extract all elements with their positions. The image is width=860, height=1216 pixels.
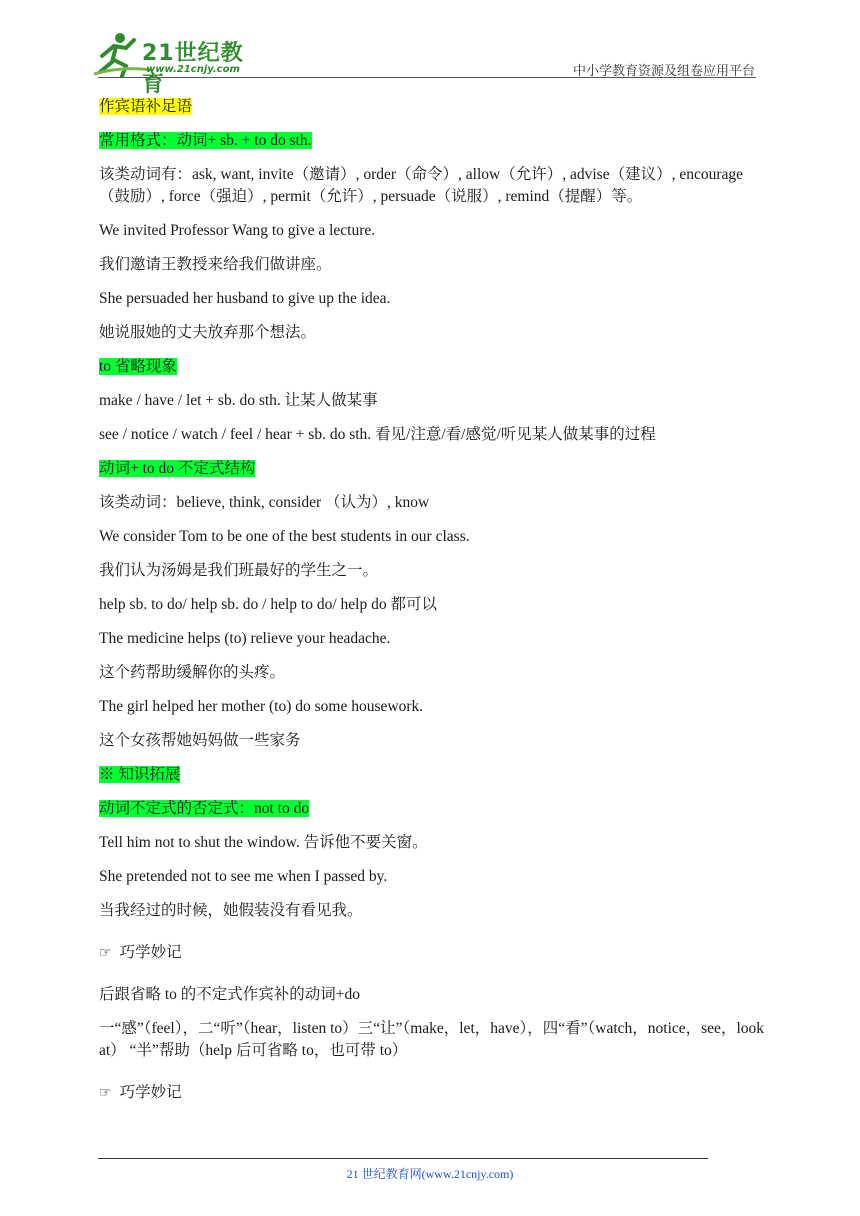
header-divider (98, 77, 756, 78)
memory-tip (99, 942, 764, 964)
extension-heading: ※ 知识拓展 (99, 766, 181, 783)
logo-text: 21世纪教育 (142, 41, 244, 97)
example-translation: 这个女孩帮她妈妈做一些家务 (99, 732, 301, 749)
example-translation: 当我经过的时候，她假装没有看见我。 (99, 902, 363, 919)
example-translation: 她说服她的丈夫放弃那个想法。 (99, 324, 317, 341)
logo-url: www.21cnjy.com (146, 64, 240, 75)
example-translation: 我们认为汤姆是我们班最好的学生之一。 (99, 562, 379, 579)
example-sentence: We invited Professor Wang to give a lecture. (99, 222, 376, 239)
page-header (0, 0, 860, 97)
site-logo[interactable] (92, 30, 262, 97)
rule-line: see / notice / watch / feel / hear + sb. do sth. 看见/注意/看/感觉/听见某人做某事的过程 (99, 426, 656, 443)
example-sentence: We consider Tom to be one of the best students in our class. (99, 528, 470, 545)
verb-list: 该类动词：believe, think, consider （认为）, know (99, 494, 430, 511)
example-sentence: Tell him not to shut the window. 告诉他不要关窗。 (99, 834, 428, 851)
pointing-hand-icon: ☞ (99, 945, 112, 961)
omission-heading: to 省略现象 (99, 358, 177, 375)
example-sentence: The medicine helps (to) relieve your headache. (99, 630, 391, 647)
section-heading: 作宾语补足语 (99, 98, 193, 115)
negative-heading: 动词不定式的否定式：not to do (99, 800, 310, 817)
document-body (99, 96, 764, 1104)
memory-tip (99, 1082, 764, 1104)
footer-link[interactable]: 21 世纪教育网(www.21cnjy.com) (346, 1167, 514, 1181)
tip-label: 巧学妙记 (119, 944, 182, 961)
rule-line: 后跟省略 to 的不定式作宾补的动词+do (99, 986, 361, 1003)
pointing-hand-icon: ☞ (99, 1085, 112, 1101)
example-translation: 我们邀请王教授来给我们做讲座。 (99, 256, 332, 273)
tip-label: 巧学妙记 (119, 1084, 182, 1101)
example-sentence: The girl helped her mother (to) do some housework. (99, 698, 424, 715)
example-translation: 这个药帮助缓解你的头疼。 (99, 664, 286, 681)
mnemonic-text: 一“感”（feel），二“听”（hear，listen to）三“让”（make，let，have），四“看”（watch，notice，see，look at） “半”帮助（help 后可省略 to，也可带 to） (99, 1020, 764, 1059)
example-sentence: She pretended not to see me when I passed by. (99, 868, 388, 885)
platform-title: 中小学教育资源及组卷应用平台 (572, 63, 755, 78)
format-heading: 常用格式：动词+ sb. + to do sth. (99, 132, 312, 149)
rule-line: help sb. to do/ help sb. do / help to do/ help do 都可以 (99, 596, 437, 613)
footer-divider (98, 1158, 708, 1159)
rule-line: make / have / let + sb. do sth. 让某人做某事 (99, 392, 378, 409)
example-sentence: She persuaded her husband to give up the idea. (99, 290, 391, 307)
structure-heading: 动词+ to do 不定式结构 (99, 460, 256, 477)
verb-list: 该类动词有：ask, want, invite（邀请）, order（命令）, allow（允许）, advise（建议）, encourage（鼓励）, force（强迫）, permit（允许）, persuade（说服）, remind（提醒）等。 (99, 166, 744, 205)
